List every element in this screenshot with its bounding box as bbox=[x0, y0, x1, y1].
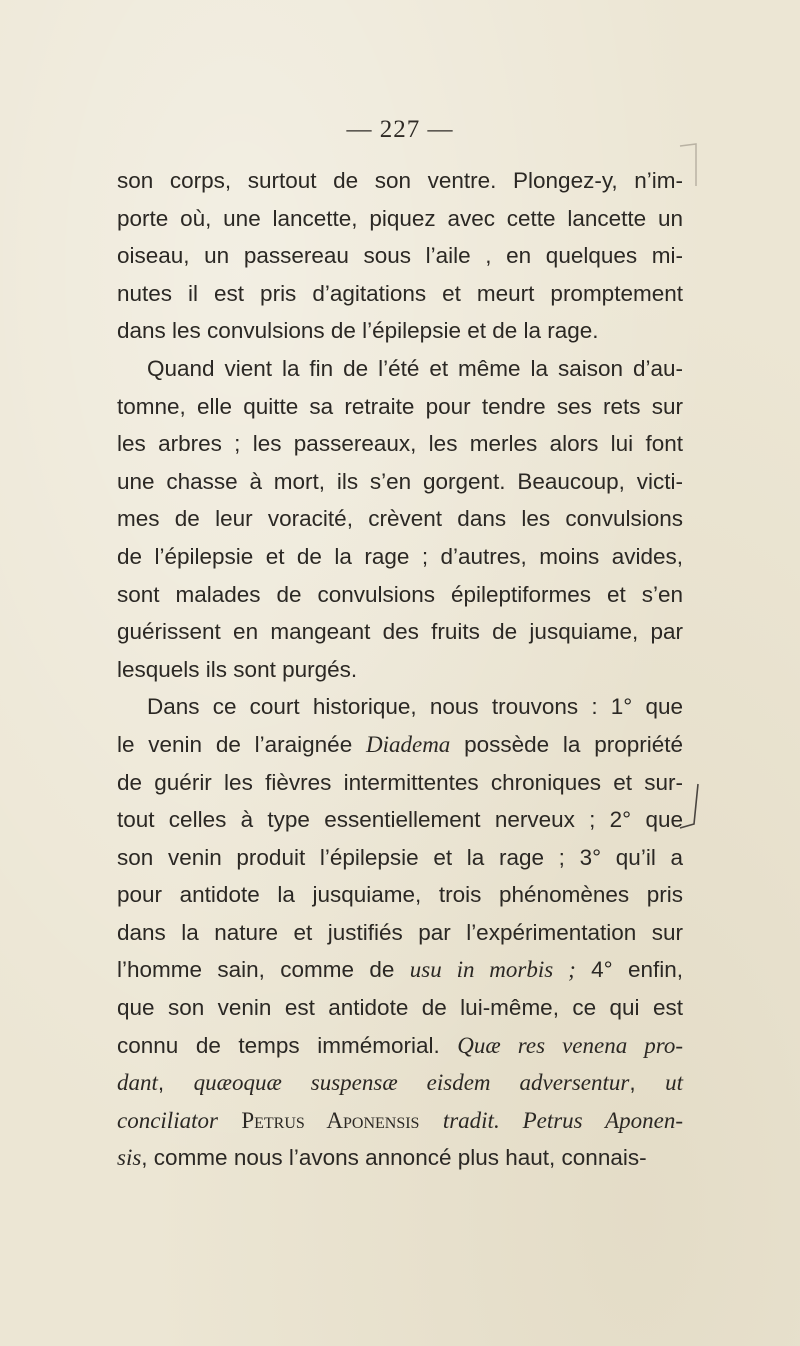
text-line bbox=[117, 425, 683, 463]
body-text bbox=[117, 162, 683, 1177]
text-run: Quand vient la fin de l’été et même la saison d’au- bbox=[147, 355, 683, 381]
italic-run: sis bbox=[117, 1145, 142, 1171]
italic-run: ut bbox=[665, 1070, 683, 1096]
text-line bbox=[117, 989, 683, 1027]
text-run: l’homme sain, comme de bbox=[117, 957, 410, 983]
text-run: guérissent en mangeant des fruits de jusquiame, par bbox=[117, 619, 683, 645]
italic-run: tradit. Petrus Aponen- bbox=[442, 1107, 683, 1133]
text-run: le venin de l’araignée bbox=[117, 731, 366, 757]
text-run: connu de temps immémorial. bbox=[117, 1032, 458, 1058]
text-run: porte où, une lancette, piquez avec cette lancette un bbox=[117, 205, 683, 231]
text-line bbox=[117, 1139, 683, 1177]
text-line bbox=[117, 1064, 683, 1102]
margin-bracket-top bbox=[676, 140, 706, 190]
text-line bbox=[117, 951, 683, 989]
text-run: de guérir les fièvres intermittentes chroniques et sur- bbox=[117, 769, 683, 795]
text-line bbox=[117, 538, 683, 576]
text-run: possède la propriété bbox=[450, 731, 684, 757]
italic-run: Diadema bbox=[365, 731, 451, 757]
text-run: sont malades de convulsions épileptiformes et s’en bbox=[117, 581, 683, 607]
text-run bbox=[218, 1108, 241, 1133]
italic-run: Quæ res venena pro- bbox=[457, 1032, 683, 1058]
text-run: mes de leur voracité, crèvent dans les convulsions bbox=[117, 506, 683, 532]
small-caps-run: Petrus Aponensis bbox=[241, 1107, 420, 1133]
text-line bbox=[117, 1102, 683, 1140]
text-run: pour antidote la jusquiame, trois phénomènes pris bbox=[117, 882, 683, 908]
text-run: dans les convulsions de l’épilepsie et de la rage. bbox=[117, 318, 599, 344]
italic-run: usu in morbis ; bbox=[409, 957, 576, 983]
text-run: , bbox=[629, 1070, 666, 1096]
text-line bbox=[117, 801, 683, 839]
text-run: oiseau, un passereau sous l’aile , en quelques mi- bbox=[117, 243, 683, 269]
italic-run: dant bbox=[117, 1070, 158, 1096]
text-run: son corps, surtout de son ventre. Plongez-y, n’im- bbox=[117, 168, 683, 193]
margin-bracket-bottom bbox=[672, 780, 706, 836]
text-run bbox=[419, 1108, 442, 1133]
text-run: tout celles à type essentiellement nerveux ; 2° que bbox=[117, 807, 683, 833]
page-number: — 227 — bbox=[346, 116, 454, 143]
text-run: les arbres ; les passereaux, les merles alors lui font bbox=[117, 431, 683, 457]
text-line bbox=[117, 576, 683, 614]
text-run: de l’épilepsie et de la rage ; d’autres, moins avides, bbox=[117, 543, 683, 569]
text-run: , comme nous l’avons annoncé plus haut, connais- bbox=[141, 1145, 647, 1171]
text-line bbox=[117, 200, 683, 238]
text-run: tomne, elle quitte sa retraite pour tendre ses rets sur bbox=[117, 393, 683, 419]
text-line bbox=[117, 914, 683, 952]
italic-run: conciliator bbox=[117, 1107, 218, 1133]
text-line bbox=[117, 463, 683, 501]
text-line bbox=[117, 1027, 683, 1065]
text-run: 4° enfin, bbox=[575, 957, 683, 983]
text-line bbox=[117, 688, 683, 726]
text-line bbox=[117, 500, 683, 538]
text-line bbox=[117, 350, 683, 388]
text-run: une chasse à mort, ils s’en gorgent. Beaucoup, victi- bbox=[117, 468, 683, 494]
text-line bbox=[117, 726, 683, 764]
text-line bbox=[117, 388, 683, 426]
text-run: , bbox=[157, 1070, 194, 1096]
text-line bbox=[117, 275, 683, 313]
text-line bbox=[117, 651, 683, 689]
text-line bbox=[117, 839, 683, 877]
text-run: son venin produit l’épilepsie et la rage ; 3° qu’il a bbox=[117, 844, 683, 870]
text-line bbox=[117, 312, 683, 350]
text-run: dans la nature et justifiés par l’expérimentation sur bbox=[117, 919, 683, 945]
text-run: que son venin est antidote de lui-même, ce qui est bbox=[117, 995, 683, 1021]
text-run: lesquels ils sont purgés. bbox=[117, 656, 358, 682]
text-line bbox=[117, 764, 683, 802]
italic-run: quæoquæ suspensæ eisdem adversentur bbox=[193, 1070, 630, 1096]
text-run: nutes il est pris d’agitations et meurt promptement bbox=[117, 280, 683, 306]
text-line bbox=[117, 613, 683, 651]
text-run: Dans ce court historique, nous trouvons : 1° que bbox=[147, 694, 683, 720]
text-line bbox=[117, 876, 683, 914]
text-line bbox=[117, 237, 683, 275]
text-line bbox=[117, 162, 683, 200]
